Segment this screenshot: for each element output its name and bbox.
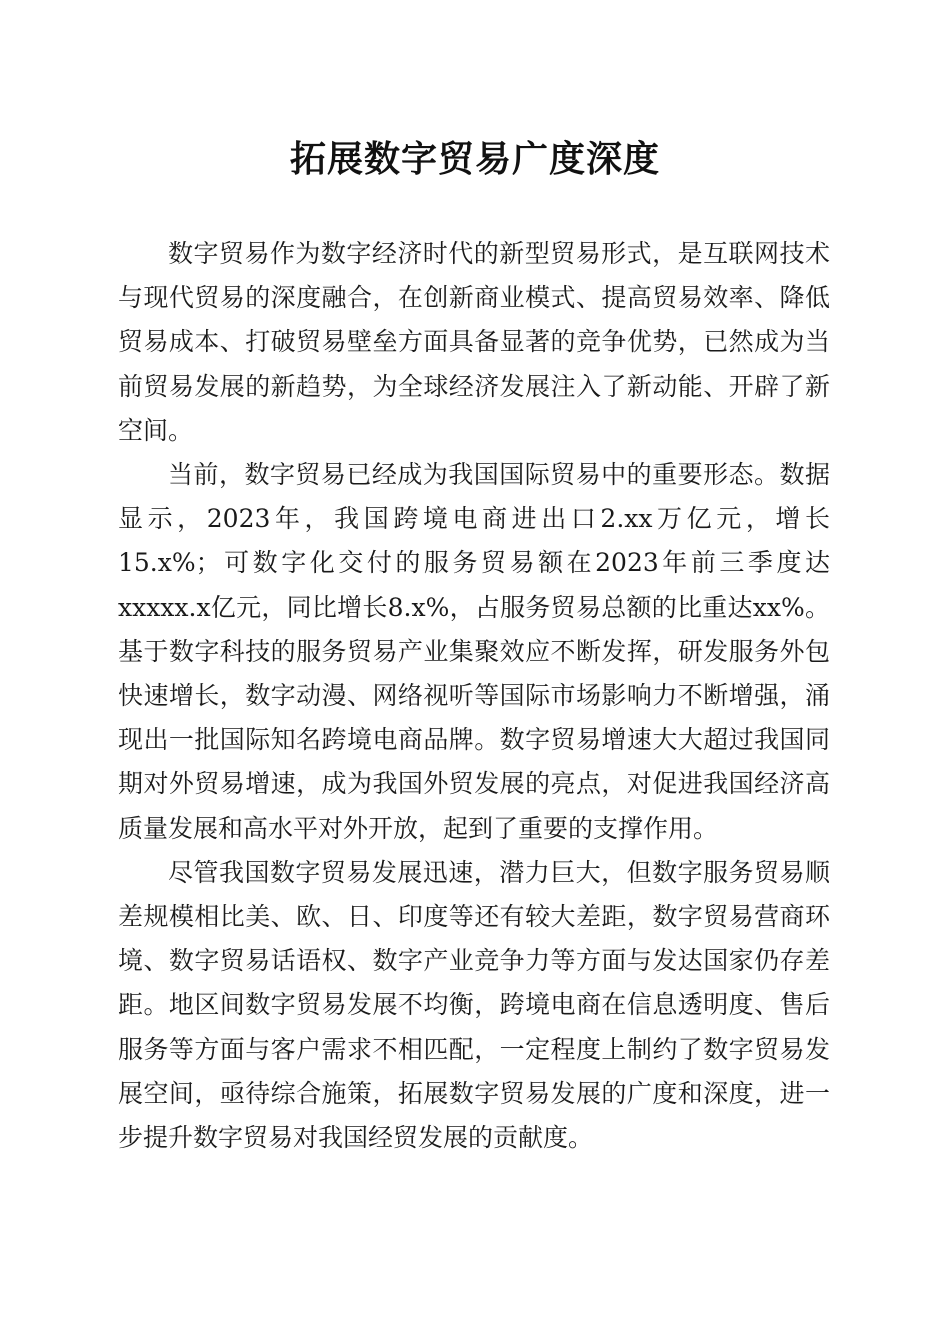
paragraph-2: 当前，数字贸易已经成为我国国际贸易中的重要形态。数据显示，2023年，我国跨境电商进出口2.xx万亿元，增长15.x%；可数字化交付的服务贸易额在2023年前三季度达xxxxx.x亿元，同比增长8.x%，占服务贸易总额的比重达xx%。基于数字科技的服务贸易产业集聚效应不断发挥，研发服务外包快速增长，数字动漫、网络视听等国际市场影响力不断增强，涌现出一批国际知名跨境电商品牌。数字贸易增速大大超过我国同期对外贸易增速，成为我国外贸发展的亮点，对促进我国经济高质量发展和高水平对外开放，起到了重要的支撑作用。: [118, 460, 830, 843]
document-body: [118, 232, 830, 1160]
paragraph-3: 尽管我国数字贸易发展迅速，潜力巨大，但数字服务贸易顺差规模相比美、欧、日、印度等还有较大差距，数字贸易营商环境、数字贸易话语权、数字产业竞争力等方面与发达国家仍存差距。地区间数字贸易发展不均衡，跨境电商在信息透明度、售后服务等方面与客户需求不相匹配，一定程度上制约了数字贸易发展空间，亟待综合施策，拓展数字贸易发展的广度和深度，进一步提升数字贸易对我国经贸发展的贡献度。: [118, 857, 830, 1153]
document-title: 拓展数字贸易广度深度: [289, 138, 660, 180]
paragraph-1: 数字贸易作为数字经济时代的新型贸易形式，是互联网技术与现代贸易的深度融合，在创新商业模式、提高贸易效率、降低贸易成本、打破贸易壁垒方面具备显著的竞争优势，已然成为当前贸易发展的新趋势，为全球经济发展注入了新动能、开辟了新空间。: [118, 239, 830, 445]
